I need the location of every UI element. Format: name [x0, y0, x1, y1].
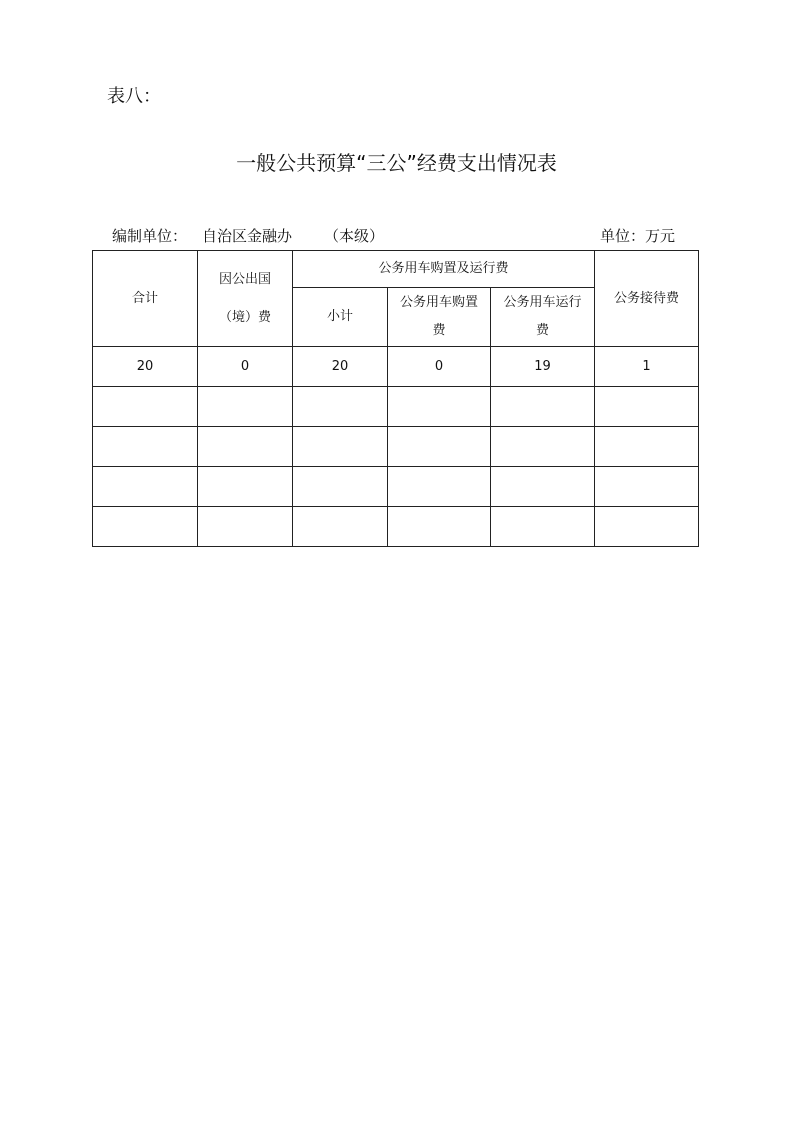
header-operation-line2: 费: [536, 323, 550, 338]
cell-abroad: [198, 467, 293, 507]
cell-operation: 19: [491, 347, 595, 387]
header-purchase-line2: 费: [432, 323, 446, 338]
currency-unit-label: 单位：万元: [600, 227, 676, 245]
cell-reception: [595, 467, 699, 507]
header-purchase-line1: 公务用车购置: [399, 295, 478, 310]
header-abroad-line1: 因公出国: [218, 271, 271, 287]
cell-operation: [491, 467, 595, 507]
cell-operation: [491, 387, 595, 427]
expenditure-table: [92, 250, 699, 547]
cell-reception: 1: [595, 347, 699, 387]
cell-abroad: [198, 387, 293, 427]
cell-purchase: [388, 507, 491, 547]
header-reception: 公务接待费: [595, 251, 699, 347]
header-operation-line1: 公务用车运行: [503, 295, 582, 310]
cell-purchase: [388, 467, 491, 507]
header-operation: [491, 288, 595, 347]
table-row: [93, 427, 699, 467]
cell-abroad: [198, 427, 293, 467]
cell-purchase: 0: [388, 347, 491, 387]
header-vehicle-group: 公务用车购置及运行费: [293, 251, 595, 288]
cell-subtotal: [293, 427, 388, 467]
cell-operation: [491, 427, 595, 467]
cell-reception: [595, 507, 699, 547]
table-row: [93, 347, 699, 387]
table-number-label: 表八：: [107, 86, 161, 107]
header-abroad-line2: （境）费: [218, 309, 271, 325]
cell-total: [93, 507, 198, 547]
compiling-unit-name: 自治区金融办: [202, 227, 293, 245]
header-row: [93, 251, 699, 288]
cell-total: [93, 387, 198, 427]
cell-subtotal: [293, 467, 388, 507]
compiling-unit-label: 编制单位：: [112, 227, 188, 245]
cell-total: 20: [93, 347, 198, 387]
cell-subtotal: [293, 387, 388, 427]
cell-total: [93, 427, 198, 467]
header-total: 合计: [93, 251, 198, 347]
header-abroad: [198, 251, 293, 347]
cell-reception: [595, 387, 699, 427]
compiling-unit-level: （本级）: [324, 227, 385, 245]
cell-subtotal: [293, 507, 388, 547]
cell-reception: [595, 427, 699, 467]
page-title: 一般公共预算“三公”经费支出情况表: [236, 151, 557, 175]
cell-purchase: [388, 427, 491, 467]
cell-abroad: 0: [198, 347, 293, 387]
cell-subtotal: 20: [293, 347, 388, 387]
cell-abroad: [198, 507, 293, 547]
table-row: [93, 507, 699, 547]
cell-purchase: [388, 387, 491, 427]
header-subtotal: 小计: [293, 288, 388, 347]
cell-operation: [491, 507, 595, 547]
header-purchase: [388, 288, 491, 347]
cell-total: [93, 467, 198, 507]
table-row: [93, 387, 699, 427]
table-row: [93, 467, 699, 507]
